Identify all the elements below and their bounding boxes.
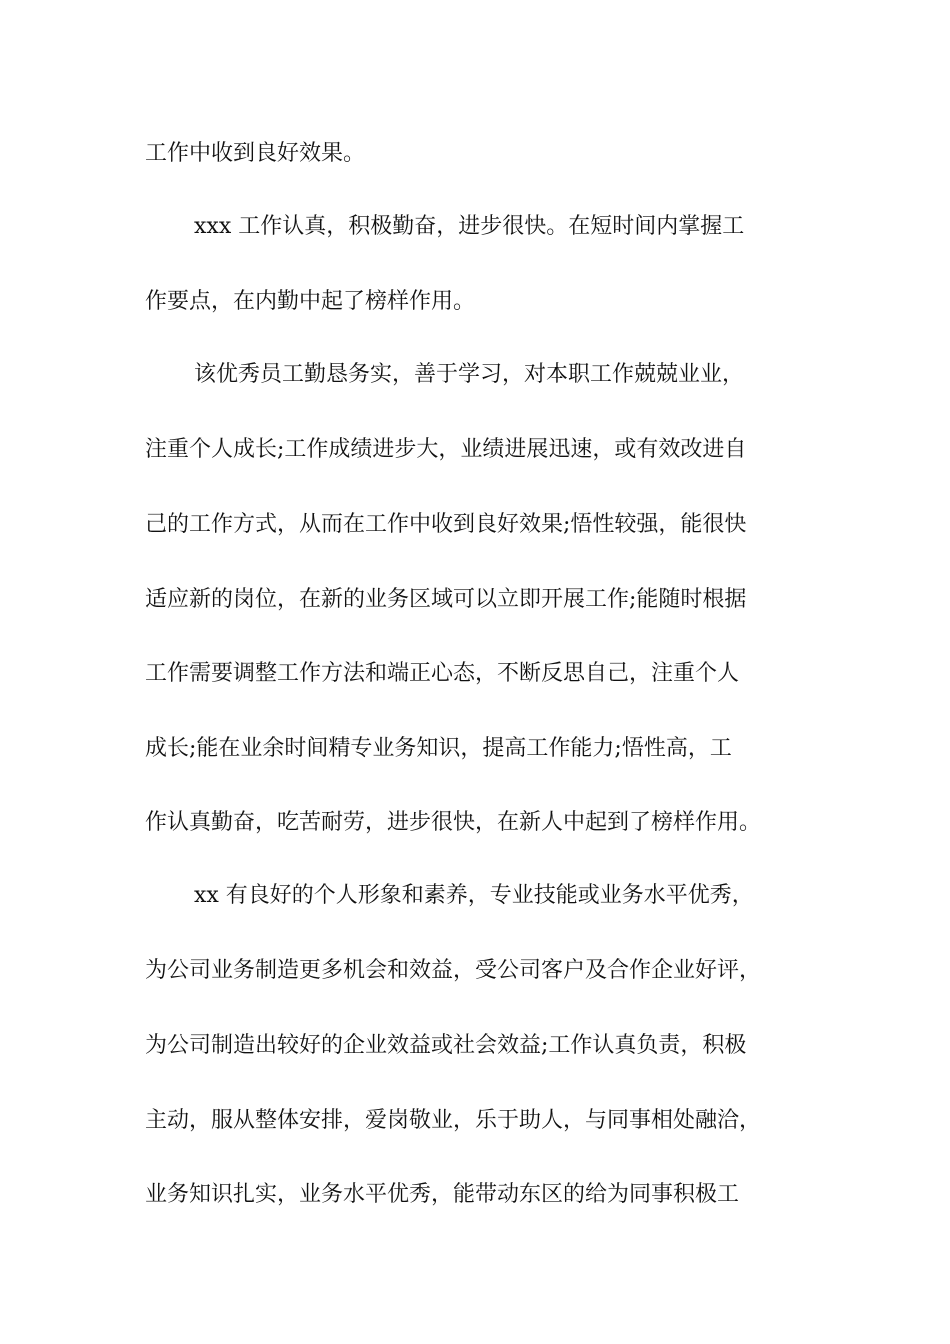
paragraph-xx-line-4: 主动，服从整体安排，爱岗敬业，乐于助人，与同事相处融洽， <box>145 1108 762 1133</box>
text-line-1: 工作中收到良好效果。 <box>145 141 366 166</box>
paragraph-employee-line-6: 成长;能在业余时间精专业务知识，提高工作能力;悟性高，工 <box>145 736 732 761</box>
paragraph-employee-line-2: 注重个人成长;工作成绩进步大，业绩进展迅速，或有效改进自 <box>145 437 747 462</box>
paragraph-xx-line-5: 业务知识扎实，业务水平优秀，能带动东区的给为同事积极工 <box>145 1182 740 1207</box>
paragraph-employee-line-1: 该优秀员工勤恳务实，善于学习，对本职工作兢兢业业， <box>194 362 745 387</box>
paragraph-xxx-line-1: xxx 工作认真，积极勤奋，进步很快。在短时间内掌握工 <box>194 214 745 239</box>
paragraph-employee-line-4: 适应新的岗位，在新的业务区域可以立即开展工作;能随时根据 <box>145 587 747 612</box>
paragraph-xx-line-2: 为公司业务制造更多机会和效益，受公司客户及合作企业好评， <box>145 958 762 983</box>
paragraph-employee-line-5: 工作需要调整工作方法和端正心态，不断反思自己，注重个人 <box>145 661 740 686</box>
paragraph-employee-line-7: 作认真勤奋，吃苦耐劳，进步很快，在新人中起到了榜样作用。 <box>145 810 762 835</box>
paragraph-xx-line-3: 为公司制造出较好的企业效益或社会效益;工作认真负责，积极 <box>145 1033 747 1058</box>
paragraph-employee-line-3: 己的工作方式，从而在工作中收到良好效果;悟性较强，能很快 <box>145 512 747 537</box>
paragraph-xxx-line-2: 作要点，在内勤中起了榜样作用。 <box>145 289 476 314</box>
paragraph-xx-line-1: xx 有良好的个人形象和素养，专业技能或业务水平优秀， <box>194 883 754 908</box>
